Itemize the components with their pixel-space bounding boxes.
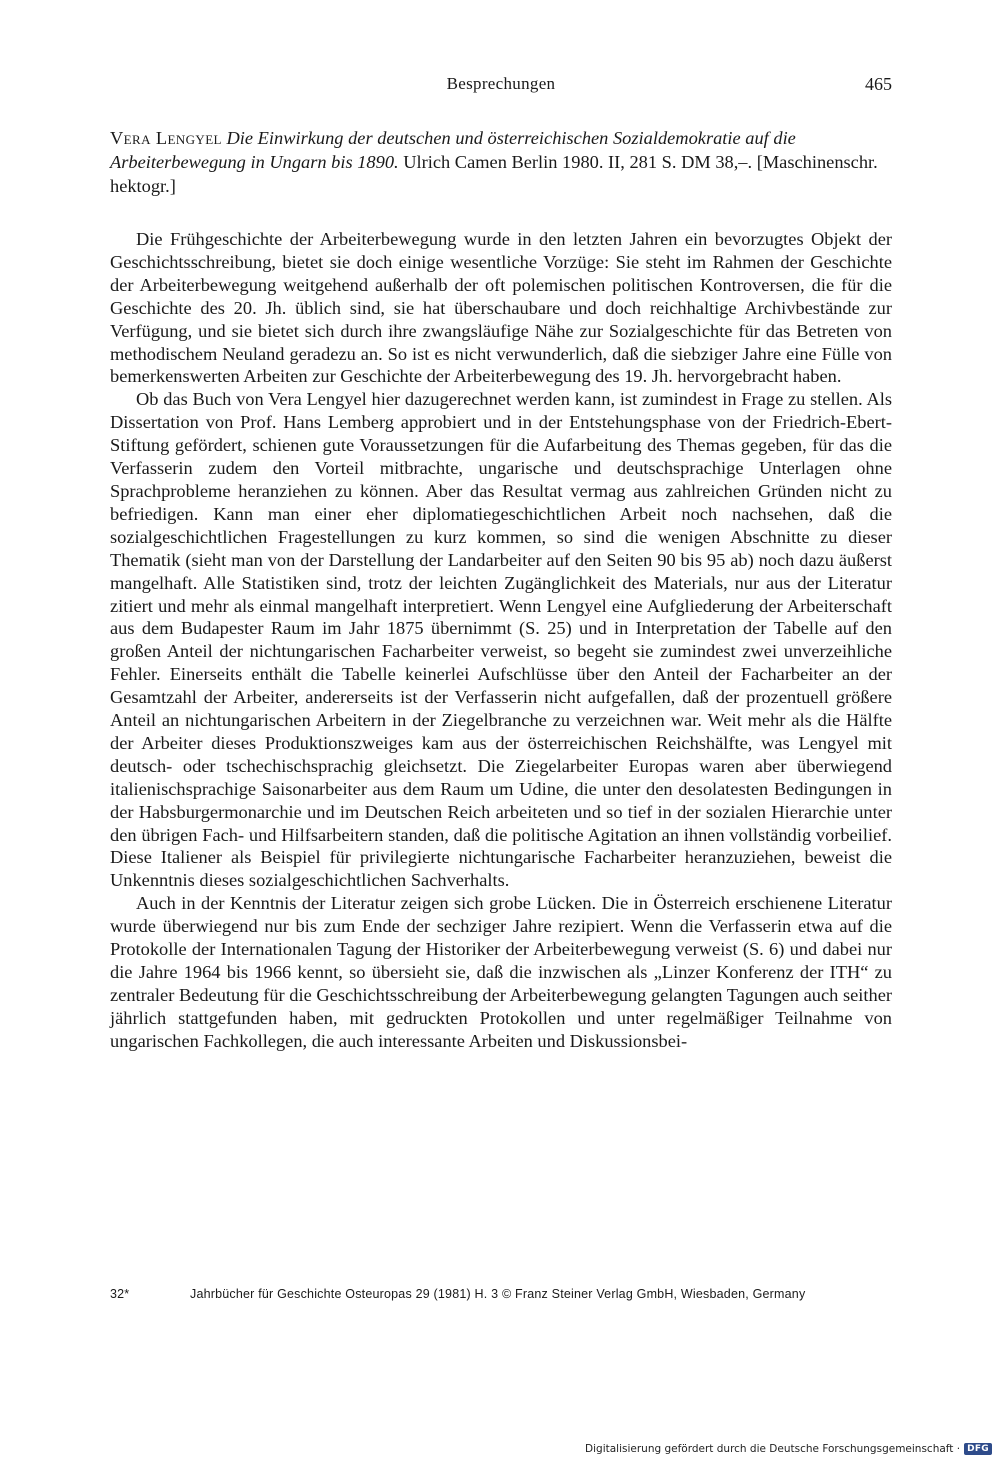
paragraph: Die Frühgeschichte der Arbeiterbewegung wurde in den letzten Jahren ein bevorzugtes Objekt der Geschichtsschreibung, bietet sie doch einige wesentliche Vorzüge: Sie steht im Rahmen der Geschichte der Arbeiterbewegung weitgehend außerhalb der oft polemischen politischen Kontroversen, die für die Geschichte des 20. Jh. üblich sind, sie hat überschaubare und doch reichhaltige Archivbestände zur Verfügung, und sie bietet sich durch ihre zwangsläufige Nähe zur Sozialgeschichte für das Betreten von methodischem Neuland geradezu an. So ist es nicht verwunderlich, daß die siebziger Jahre eine Fülle von bemerkenswerten Arbeiten zur Geschichte der Arbeiterbewegung des 19. Jh. hervorgebracht haben. <box>110 229 892 387</box>
journal-imprint: Jahrbücher für Geschichte Osteuropas 29 (1981) H. 3 © Franz Steiner Verlag GmbH, Wiesbaden, Germany <box>190 1287 806 1301</box>
sheet-signature: 32* <box>110 1287 130 1301</box>
page-number: 465 <box>865 74 892 94</box>
paragraph: Auch in der Kenntnis der Literatur zeigen sich grobe Lücken. Die in Österreich erschienene Literatur wurde überwiegend nur bis zum Ende der sechziger Jahre rezipiert. Wenn die Verfasserin etwa auf die Protokolle der Internationalen Tagung der Historiker der Arbeiterbewegung verweist (S. 6) und dabei nur die Jahre 1964 bis 1966 kennt, so übersieht sie, daß die inzwischen als „Linzer Konferenz der ITH“ zu zentraler Bedeutung für die Geschichtsschreibung der Arbeiterbewegung gelangten Tagungen auch seither jährlich stattgefunden haben, mit gedruckten Protokollen und unter regelmäßiger Teilnahme von ungarischen Fachkollegen, die auch interessante Arbeiten und Diskussionsbei- <box>110 893 892 1051</box>
page-footer <box>110 1287 892 1301</box>
dfg-logo-icon: DFG <box>964 1443 992 1455</box>
book-citation <box>110 126 892 198</box>
page-header <box>110 74 892 102</box>
running-head: Besprechungen <box>446 74 556 93</box>
citation-publication: Ulrich Camen Berlin 1980. II, 281 S. DM 38,–. [Maschinenschr. hektogr.] <box>110 152 878 196</box>
citation-author: Vera Lengyel <box>110 128 222 148</box>
digitization-text: Digitalisierung gefördert durch die Deutsche Forschungsgemeinschaft · <box>585 1443 961 1455</box>
paragraph: Ob das Buch von Vera Lengyel hier dazugerechnet werden kann, ist zumindest in Frage zu stellen. Als Dissertation von Prof. Hans Lemberg approbiert und in der Entstehungsphase von der Friedrich-Ebert-Stiftung gefördert, schienen gute Voraussetzungen für die Aufarbeitung des Themas gegeben, für das die Verfasserin zudem den Vorteil mitbrachte, ungarische und deutschsprachige Unterlagen ohne Sprachprobleme heranziehen zu können. Aber das Resultat vermag aus zahlreichen Gründen nicht zu befriedigen. Kann man einer eher diplomatiegeschichtlichen Arbeit noch nachsehen, daß die sozialgeschichtlichen Fragestellungen zu kurz kommen, so sind die wenigen Abschnitte zu dieser Thematik (sieht man von der Darstellung der Landarbeiter auf den Seiten 90 bis 95 ab) noch dazu äußerst mangelhaft. Alle Statistiken sind, trotz der leichten Zugänglichkeit des Materials, nur aus der Literatur zitiert und mehr als einmal mangelhaft interpretiert. Wenn Lengyel eine Aufgliederung der Arbeiterschaft aus dem Budapester Raum im Jahr 1875 übernimmt (S. 25) und in Interpretation der Tabelle auf den großen Anteil der nichtungarischen Facharbeiter verweist, so begeht sie zumindest zwei unverzeihliche Fehler. Einerseits enthält die Tabelle keinerlei Aufschlüsse über den Anteil der Facharbeiter an der Gesamtzahl der Arbeiter, andererseits ist der Verfasserin nicht aufgefallen, daß der prozentuell größere Anteil an nichtungarischen Arbeitern in der Ziegelbranche zu verzeichnen war. Weit mehr als die Hälfte der Arbeiter dieses Produktionszweiges kam aus der österreichischen Reichshälfte, was Lengyel mit deutsch- oder tschechischsprachig gleichsetzt. Die Ziegelarbeiter Europas waren aber überwiegend italienischsprachige Saisonarbeiter aus dem Raum um Udine, die unter den desolatesten Bedingungen in der Habsburgermonarchie und im Deutschen Reich arbeiteten und so tief in der sozialen Hierarchie unter den übrigen Fach- und Hilfsarbeitern standen, daß die politische Agitation an ihnen vollständig vorbeilief. Diese Italiener als Beispiel für privilegierte nichtungarische Facharbeiter heranzuziehen, beweist die Unkenntnis dieses sozialgeschichtlichen Sachverhalts. <box>110 389 892 891</box>
citation-title: Die Einwirkung der deutschen und österreichischen Sozialdemokratie auf die Arbeiterbewegung in Ungarn bis 1890. <box>110 128 796 172</box>
review-body <box>110 228 892 1053</box>
digitization-notice <box>585 1442 992 1456</box>
